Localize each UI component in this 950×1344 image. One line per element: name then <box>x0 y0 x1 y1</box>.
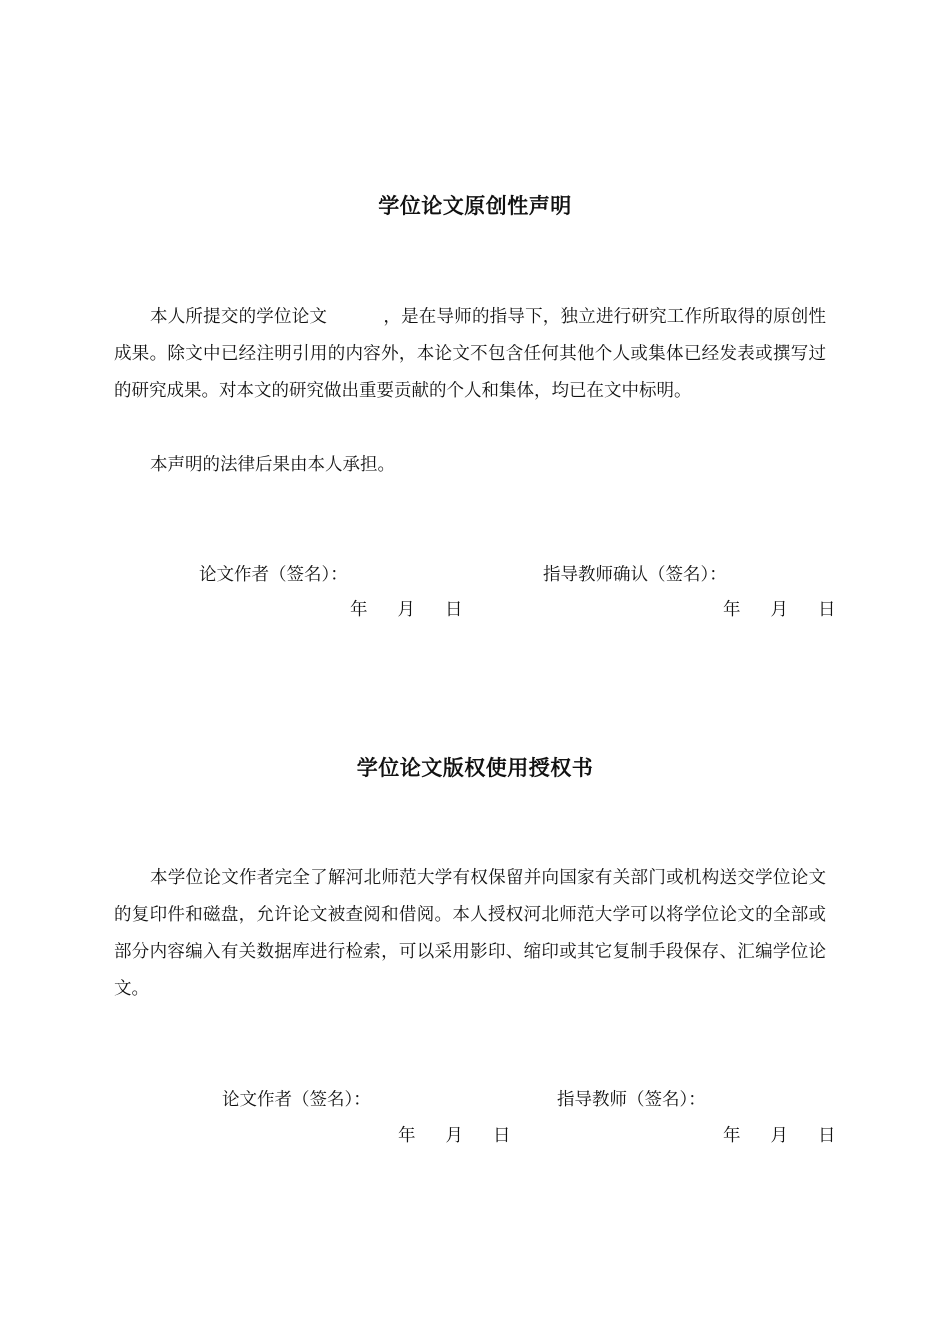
originality-paragraph-1 <box>114 299 826 410</box>
originality-paragraph-2: 本声明的法律后果由本人承担。 <box>150 455 395 475</box>
originality-paragraph-1-rest: ，是在导师的指导下，独立进行研究工作所取得的原创性成果。除文中已经注明引用的内容外，本论文不包含任何其他个人或集体已经发表或撰写过的研究成果。对本文的研究做出重要贡献的个人和集体，均已在文中标明。 <box>114 307 827 401</box>
copyright-paragraph-1: 本学位论文作者完全了解河北师范大学有权保留并向国家有关部门或机构送交学位论文的复印件和磁盘，允许论文被查阅和借阅。本人授权河北师范大学可以将学位论文的全部或部分内容编入有关数据库进行检索，可以采用影印、缩印或其它复制手段保存、汇编学位论文。 <box>114 868 826 999</box>
date-month: 月 <box>397 600 415 620</box>
copyright-author-signature-label: 论文作者（签名）： <box>222 1090 371 1110</box>
originality-author-date <box>350 596 463 621</box>
date-day: 日 <box>445 600 463 620</box>
copyright-author-date <box>398 1122 511 1147</box>
date-year: 年 <box>398 1126 416 1146</box>
date-month: 月 <box>770 600 788 620</box>
date-year: 年 <box>723 1126 741 1146</box>
date-year: 年 <box>723 600 741 620</box>
date-year: 年 <box>350 600 368 620</box>
originality-author-signature-label: 论文作者（签名）： <box>199 565 348 585</box>
date-month: 月 <box>445 1126 463 1146</box>
copyright-title: 学位论文版权使用授权书 <box>356 756 594 780</box>
originality-advisor-date <box>723 596 836 621</box>
originality-paragraph-1-start: 本人所提交的学位论文 <box>150 307 328 327</box>
date-day: 日 <box>493 1126 511 1146</box>
originality-advisor-signature-label: 指导教师确认（签名）： <box>543 565 727 585</box>
date-day: 日 <box>818 600 836 620</box>
copyright-advisor-date <box>723 1122 836 1147</box>
originality-title: 学位论文原创性声明 <box>378 194 572 218</box>
copyright-advisor-signature-label: 指导教师（签名）： <box>557 1090 706 1110</box>
date-day: 日 <box>818 1126 836 1146</box>
date-month: 月 <box>770 1126 788 1146</box>
